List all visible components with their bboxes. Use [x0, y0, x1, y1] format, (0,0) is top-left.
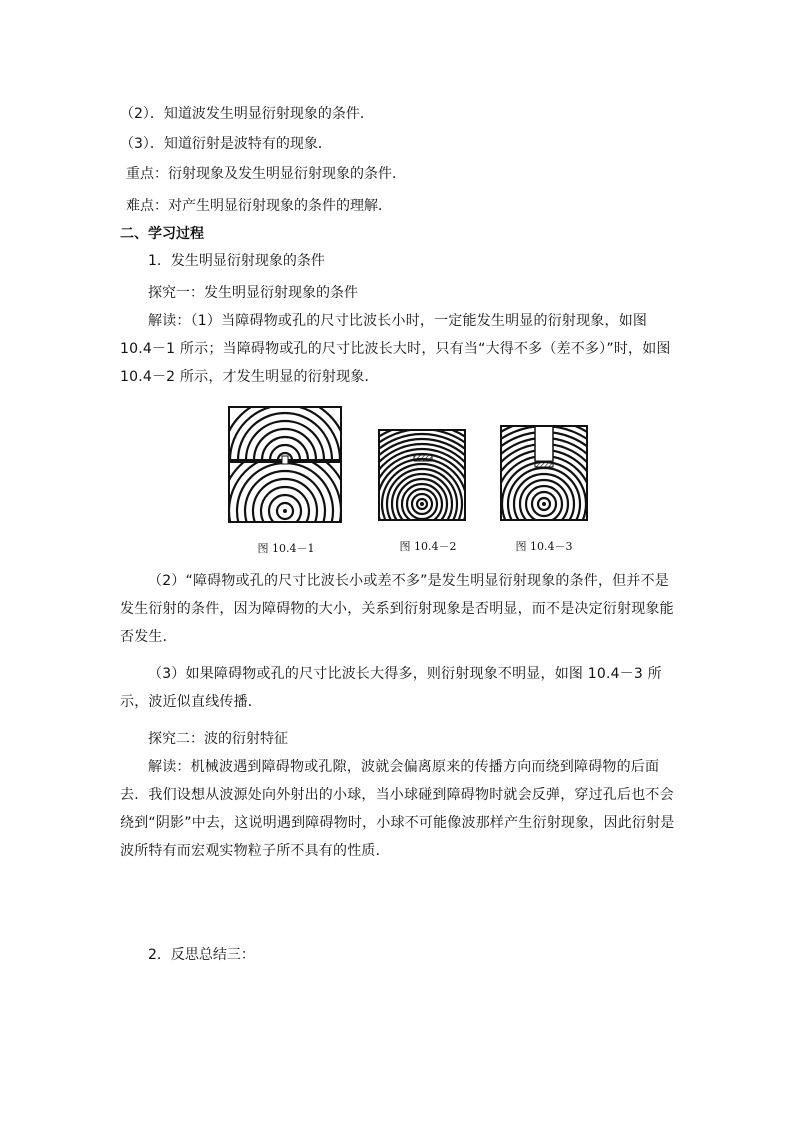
figure-10-4-3 — [454, 414, 634, 580]
interpret-1: 解读：（1）当障碍物或孔的尺寸比波长小时，一定能发生明显的衍射现象，如图 10.4－1 所示；当障碍物或孔的尺寸比波长大时，只有当“大得不多（差不多）”时，如图 10.4－2 所示，才发生明显的衍射现象． — [120, 313, 671, 385]
interpret-2: 解读：机械波遇到障碍物或孔隙，波就会偏离原来的传播方向而绕到障碍物的后面去．我们设想从波源处向外射出的小球，当小球碰到障碍物时就会反弹，穿过孔后也不会绕到“阴影”中去，这说明遇到障碍物时，小球不可能像波那样产生衍射现象，因此衍射是波所特有而宏观实物粒子所不具有的性质． — [120, 759, 675, 859]
objective-2: （2）．知道波发生明显衍射现象的条件． — [120, 106, 374, 122]
figure-caption-2: 图 10.4－2 — [399, 540, 457, 553]
section-title: 二、学习过程 — [120, 226, 204, 242]
subsection-1: 1．发生明显衍射现象的条件 — [148, 253, 325, 269]
figure-caption-3: 图 10.4－3 — [515, 540, 573, 553]
difficulty: 难点：对产生明显衍射现象的条件的理解． — [126, 198, 392, 214]
subsection-2: 2．反思总结三： — [148, 947, 255, 963]
point-2: （2）“障碍物或孔的尺寸比波长小或差不多”是发生明显衍射现象的条件，但并不是发生衍射的条件，因为障碍物的大小，关系到衍射现象是否明显，而不是决定衍射现象能否发生． — [120, 573, 674, 645]
objective-3: （3）．知道衍射是波特有的现象． — [120, 136, 332, 152]
key-point: 重点：衍射现象及发生明显衍射现象的条件． — [126, 166, 406, 182]
inquiry-2: 探究二：波的衍射特征 — [148, 731, 288, 747]
inquiry-1: 探究一：发生明显衍射现象的条件 — [148, 285, 358, 301]
point-3: （3）如果障碍物或孔的尺寸比波长大得多，则衍射现象不明显，如图 10.4－3 所示，波近似直线传播． — [120, 666, 662, 710]
figure-10-4-2 — [332, 414, 512, 580]
figure-caption-1: 图 10.4－1 — [257, 542, 315, 555]
